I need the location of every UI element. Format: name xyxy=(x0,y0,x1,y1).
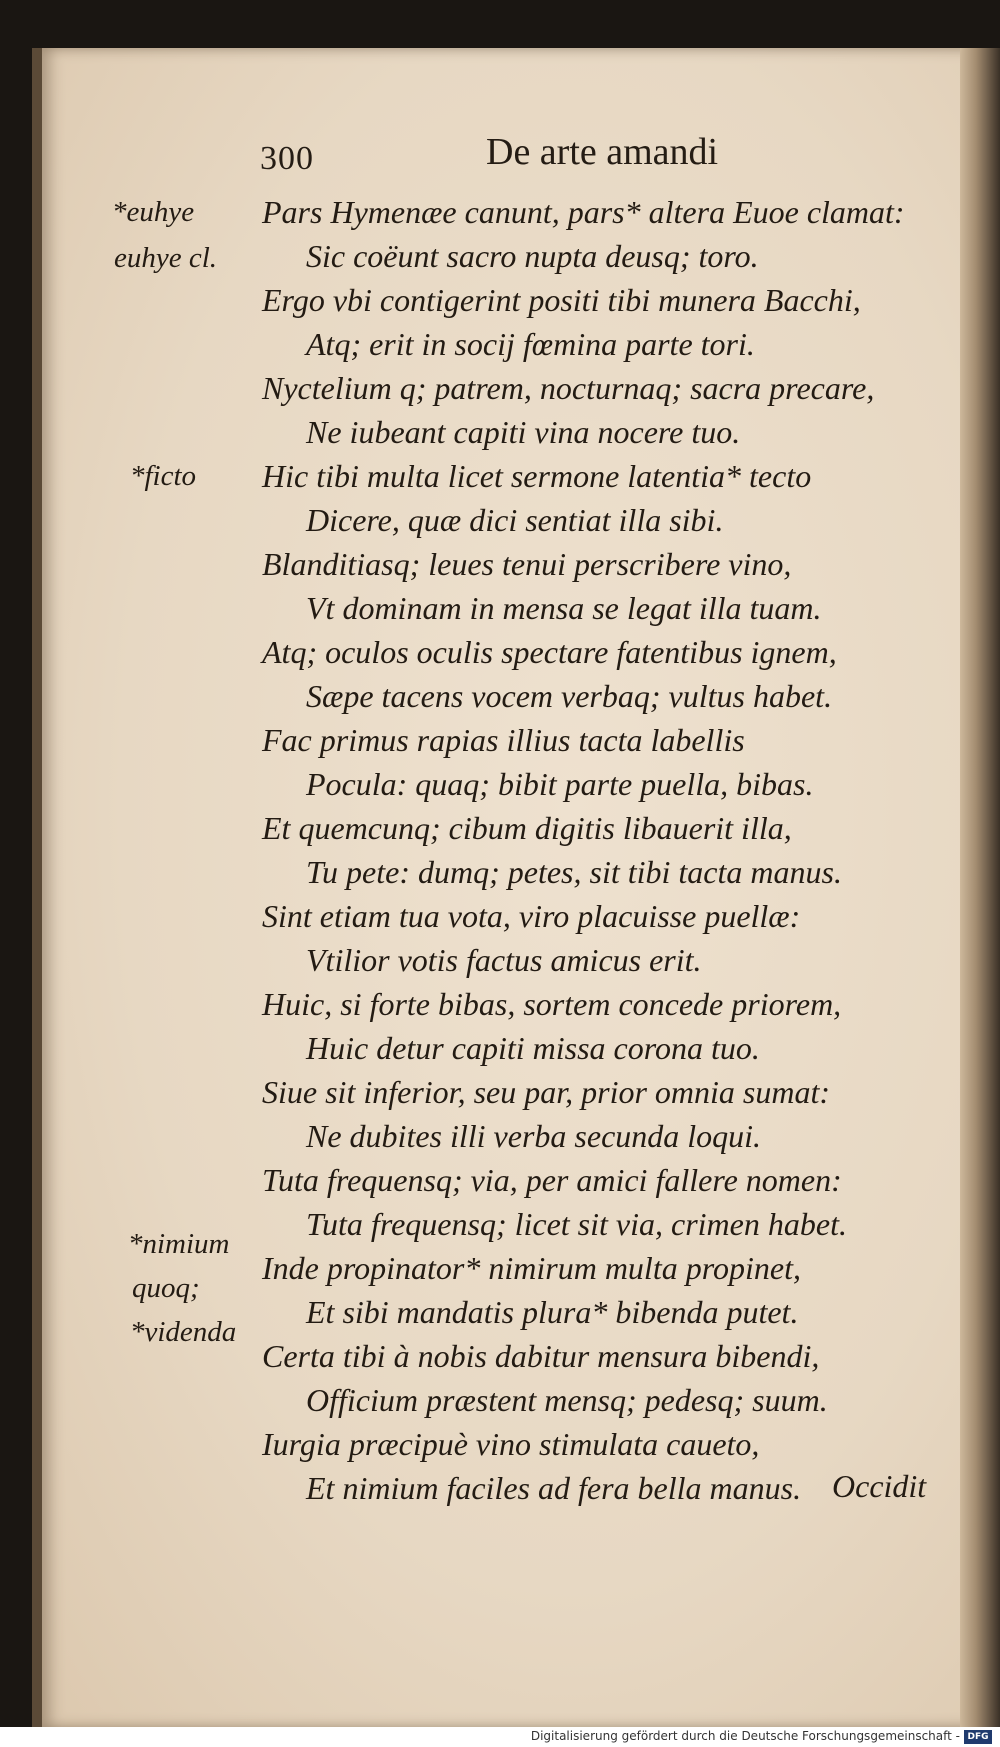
verse-line: Iurgia præcipuè vino stimulata caueto, xyxy=(262,1426,760,1462)
verse-line: Atq; erit in socij fœmina parte tori. xyxy=(306,326,755,362)
verse-line: Vt dominam in mensa se legat illa tuam. xyxy=(306,590,822,626)
verse-line: Inde propinator* nimirum multa propinet, xyxy=(262,1250,801,1286)
verse-line: Tuta frequensq; via, per amici fallere nomen: xyxy=(262,1162,842,1198)
verse-line: Ne iubeant capiti vina nocere tuo. xyxy=(306,414,741,450)
dfg-logo-icon: DFG xyxy=(964,1730,992,1744)
verse-line: Et quemcunq; cibum digitis libauerit illa, xyxy=(262,810,792,846)
verse-line: Sæpe tacens vocem verbaq; vultus habet. xyxy=(306,678,833,714)
footer-bar xyxy=(0,1727,1000,1747)
verse-line: Pars Hymenæe canunt, pars* altera Euoe clamat: xyxy=(262,194,905,230)
verse-line: Officium præstent mensq; pedesq; suum. xyxy=(306,1382,828,1418)
funding-credit: Digitalisierung gefördert durch die Deutsche Forschungsgemeinschaft - xyxy=(530,1729,960,1743)
verse-line: Tu pete: dumq; petes, sit tibi tacta manus. xyxy=(306,854,842,890)
margin-note: *ficto xyxy=(130,460,197,492)
verse-line: Pocula: quaq; bibit parte puella, bibas. xyxy=(306,766,814,802)
verse-line: Hic tibi multa licet sermone latentia* tecto xyxy=(262,458,812,494)
verse-line: Et sibi mandatis plura* bibenda putet. xyxy=(306,1294,799,1330)
verse-line: Sic coëunt sacro nupta deusq; toro. xyxy=(306,238,759,274)
verse-line: Certa tibi à nobis dabitur mensura bibendi, xyxy=(262,1338,820,1374)
catchword: Occidit xyxy=(832,1468,927,1504)
verse-line: Vtilior votis factus amicus erit. xyxy=(306,942,702,978)
page-edge xyxy=(960,48,1000,1728)
verse-line: Tuta frequensq; licet sit via, crimen habet. xyxy=(306,1206,847,1242)
verse-line: Atq; oculos oculis spectare fatentibus ignem, xyxy=(262,634,837,670)
verse-line: Huic detur capiti missa corona tuo. xyxy=(306,1030,760,1066)
margin-note: quoq; xyxy=(132,1272,200,1304)
verse-line: Sint etiam tua vota, viro placuisse puellæ: xyxy=(262,898,801,934)
margin-note: *videnda xyxy=(130,1316,237,1348)
verse-line: Siue sit inferior, seu par, prior omnia sumat: xyxy=(262,1074,831,1110)
verse-line: Nyctelium q; patrem, nocturnaq; sacra precare, xyxy=(262,370,875,406)
verse-line: Ne dubites illi verba secunda loqui. xyxy=(306,1118,762,1154)
verse-line: Fac primus rapias illius tacta labellis xyxy=(262,722,745,758)
margin-note: *euhye xyxy=(112,196,195,228)
margin-note: euhye cl. xyxy=(114,242,218,274)
verse-line: Dicere, quæ dici sentiat illa sibi. xyxy=(306,502,724,538)
running-head: De arte amandi xyxy=(486,131,719,173)
margin-note: *nimium xyxy=(128,1228,230,1260)
verse-line: Et nimium faciles ad fera bella manus. xyxy=(306,1470,802,1506)
verse-line: Blanditiasq; leues tenui perscribere vino, xyxy=(262,546,792,582)
verse-line: Huic, si forte bibas, sortem concede priorem, xyxy=(262,986,842,1022)
page-number: 300 xyxy=(260,140,314,177)
verse-line: Ergo vbi contigerint positi tibi munera Bacchi, xyxy=(262,282,861,318)
